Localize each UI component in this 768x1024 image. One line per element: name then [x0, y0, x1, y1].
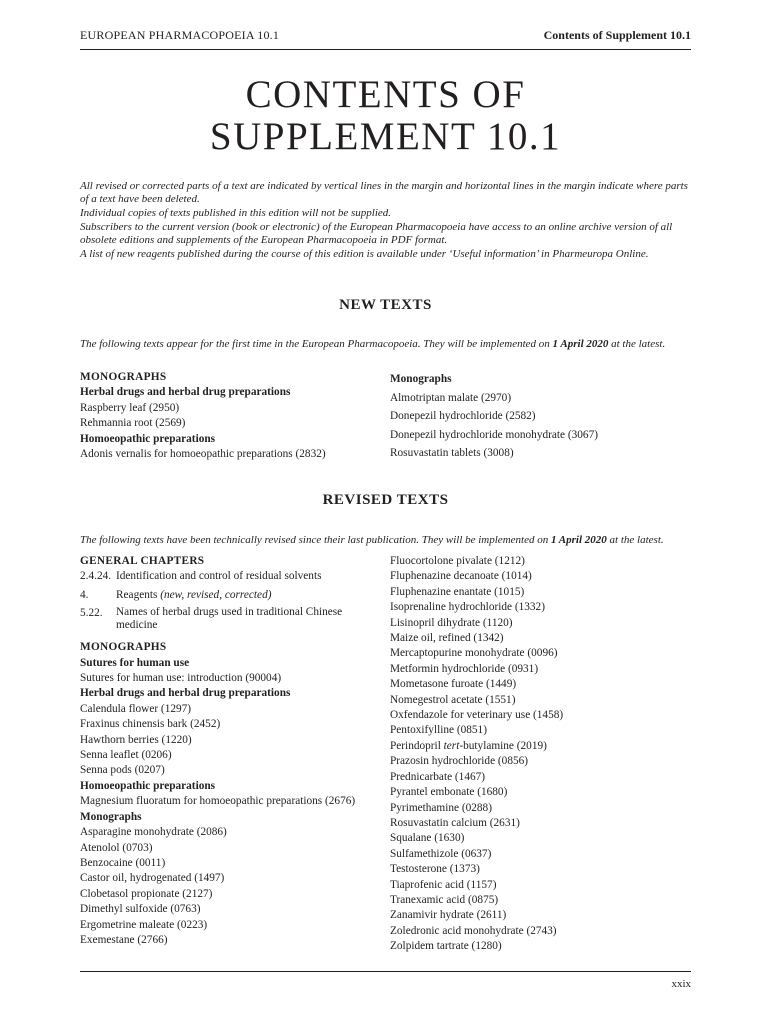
header-rule [80, 49, 691, 50]
list-item: Pentoxifylline (0851) [390, 724, 487, 737]
list-item: Pyrantel embonate (1680) [390, 786, 508, 799]
list-item: Asparagine monohydrate (2086) [80, 826, 227, 839]
list-item: Rosuvastatin calcium (2631) [390, 816, 520, 829]
list-item: Sulfamethizole (0637) [390, 847, 492, 860]
list-item-text: Perindopril [390, 739, 444, 752]
list-item: Atenolol (0703) [80, 841, 153, 854]
chapter-number: 5.22. [80, 607, 103, 620]
list-item: Zoledronic acid monohydrate (2743) [390, 924, 557, 937]
revised-texts-lead-date: 1 April 2020 [550, 534, 607, 546]
list-item: Fluphenazine enantate (1015) [390, 585, 525, 598]
list-item: Hawthorn berries (1220) [80, 733, 192, 746]
list-item: Testosterone (1373) [390, 863, 480, 876]
revised-texts-heading: REVISED TEXTS [322, 492, 449, 508]
list-item: Calendula flower (1297) [80, 702, 192, 715]
chapter-number: 2.4.24. [80, 570, 112, 583]
list-item: Exemestane (2766) [80, 933, 168, 946]
sutures-heading: Sutures for human use [80, 656, 190, 669]
page-title [80, 74, 691, 158]
list-item: Prednicarbate (1467) [390, 770, 486, 783]
list-item: Benzocaine (0011) [80, 856, 166, 869]
intro-note: Subscribers to the current version (book or electronic) of the European Pharmacopoeia have access to an online archive version of all obsolete editions and supplements of the European Pharmacopoeia in PDF format. [80, 221, 673, 246]
list-item: Mercaptopurine monohydrate (0096) [390, 647, 558, 660]
revised-texts-lead-end: at the latest. [606, 534, 664, 546]
list-item: Sutures for human use: introduction (90004) [80, 672, 282, 685]
list-item: Maize oil, refined (1342) [390, 632, 504, 645]
running-header-right: Contents of Supplement 10.1 [543, 28, 691, 42]
herbal-heading: Herbal drugs and herbal drug preparations [80, 386, 291, 399]
list-item: Isoprenaline hydrochloride (1332) [390, 601, 545, 614]
list-item: Adonis vernalis for homoeopathic preparations (2832) [80, 448, 326, 461]
list-item: Tranexamic acid (0875) [390, 893, 499, 906]
intro-note: All revised or corrected parts of a text are indicated by vertical lines in the margin and horizontal lines in the margin indicate where parts of a text have been deleted. [80, 180, 688, 205]
list-item: Pyrimethamine (0288) [390, 801, 492, 814]
new-texts-lead-text: The following texts appear for the first time in the European Pharmacopoeia. They will be implemented on [80, 338, 553, 350]
list-item: Tiaprofenic acid (1157) [390, 878, 497, 891]
list-item: Dimethyl sulfoxide (0763) [80, 903, 201, 916]
footer-rule [80, 971, 691, 972]
list-item: Prazosin hydrochloride (0856) [390, 755, 529, 768]
chapter-title: Identification and control of residual solvents [116, 570, 322, 583]
list-item: Rehmannia root (2569) [80, 417, 186, 430]
list-item: Castor oil, hydrogenated (1497) [80, 872, 225, 885]
list-item: Oxfendazole for veterinary use (1458) [390, 709, 564, 722]
chapter-title: Names of herbal drugs used in traditional Chinese medicine [116, 606, 343, 632]
revised-texts-left-column [80, 554, 380, 948]
list-item: Zolpidem tartrate (1280) [390, 940, 502, 953]
list-item: Senna leaflet (0206) [80, 749, 172, 762]
list-item: Ergometrine maleate (0223) [80, 918, 208, 931]
herbal-heading: Herbal drugs and herbal drug preparations [80, 687, 291, 700]
running-header-left: EUROPEAN PHARMACOPOEIA 10.1 [80, 28, 280, 42]
list-item: Senna pods (0207) [80, 764, 165, 777]
homoeopathic-heading: Homoeopathic preparations [80, 779, 216, 792]
list-item: Lisinopril dihydrate (1120) [390, 616, 513, 629]
page-title-line-2: SUPPLEMENT 10.1 [209, 115, 562, 158]
list-item: Fluphenazine decanoate (1014) [390, 570, 532, 583]
list-item: Donepezil hydrochloride (2582) [390, 410, 536, 423]
chapter-entry [80, 569, 380, 584]
monographs-heading: MONOGRAPHS [80, 371, 167, 383]
revised-texts-right-column [390, 554, 691, 955]
list-item: Raspberry leaf (2950) [80, 401, 180, 414]
homoeopathic-heading: Homoeopathic preparations [80, 432, 216, 445]
list-item-italic: tert [443, 739, 460, 752]
new-texts-heading: NEW TEXTS [339, 297, 432, 313]
list-item-text: -butylamine (2019) [459, 739, 547, 752]
list-item: Metformin hydrochloride (0931) [390, 662, 539, 675]
new-texts-right-column [390, 370, 691, 463]
new-texts-lead [80, 338, 691, 351]
list-item: Fraxinus chinensis bark (2452) [80, 718, 221, 731]
revised-texts-lead [80, 534, 691, 547]
revised-texts-lead-text: The following texts have been technically revised since their last publication. They will be implemented on [80, 534, 551, 546]
chapter-entry [80, 606, 380, 632]
monographs-subheading: Monographs [80, 810, 142, 823]
list-item: Squalane (1630) [390, 832, 465, 845]
chapter-entry [80, 588, 380, 603]
intro-note: A list of new reagents published during the course of this edition is available under ‘Useful information’ in Pharmeuropa Online. [80, 248, 649, 260]
chapter-title-text: Reagents [116, 588, 161, 601]
new-texts-lead-date: 1 April 2020 [552, 338, 609, 350]
general-chapters-heading: GENERAL CHAPTERS [80, 555, 205, 567]
intro-note: Individual copies of texts published in this edition will not be supplied. [80, 207, 392, 219]
list-item: Donepezil hydrochloride monohydrate (3067) [390, 428, 598, 441]
list-item: Magnesium fluoratum for homoeopathic preparations (2676) [80, 795, 356, 808]
monographs-heading: MONOGRAPHS [80, 641, 167, 654]
list-item: Rosuvastatin tablets (3008) [390, 447, 514, 460]
list-item: Nomegestrol acetate (1551) [390, 693, 516, 706]
monographs-subheading: Monographs [390, 373, 452, 385]
chapter-title-note: (new, revised, corrected) [160, 588, 272, 601]
page-title-line-1: CONTENTS OF [245, 73, 526, 116]
list-item: Clobetasol propionate (2127) [80, 887, 213, 900]
new-texts-lead-end: at the latest. [608, 338, 666, 350]
list-item: Fluocortolone pivalate (1212) [390, 555, 525, 567]
list-item [390, 739, 691, 754]
chapter-title [116, 588, 380, 603]
list-item: Mometasone furoate (1449) [390, 678, 517, 691]
new-texts-left-column [80, 370, 380, 462]
chapter-number: 4. [80, 588, 89, 601]
list-item: Zanamivir hydrate (2611) [390, 909, 507, 922]
intro-notes [80, 180, 691, 262]
page-number: xxix [671, 978, 691, 990]
list-item: Almotriptan malate (2970) [390, 391, 512, 404]
